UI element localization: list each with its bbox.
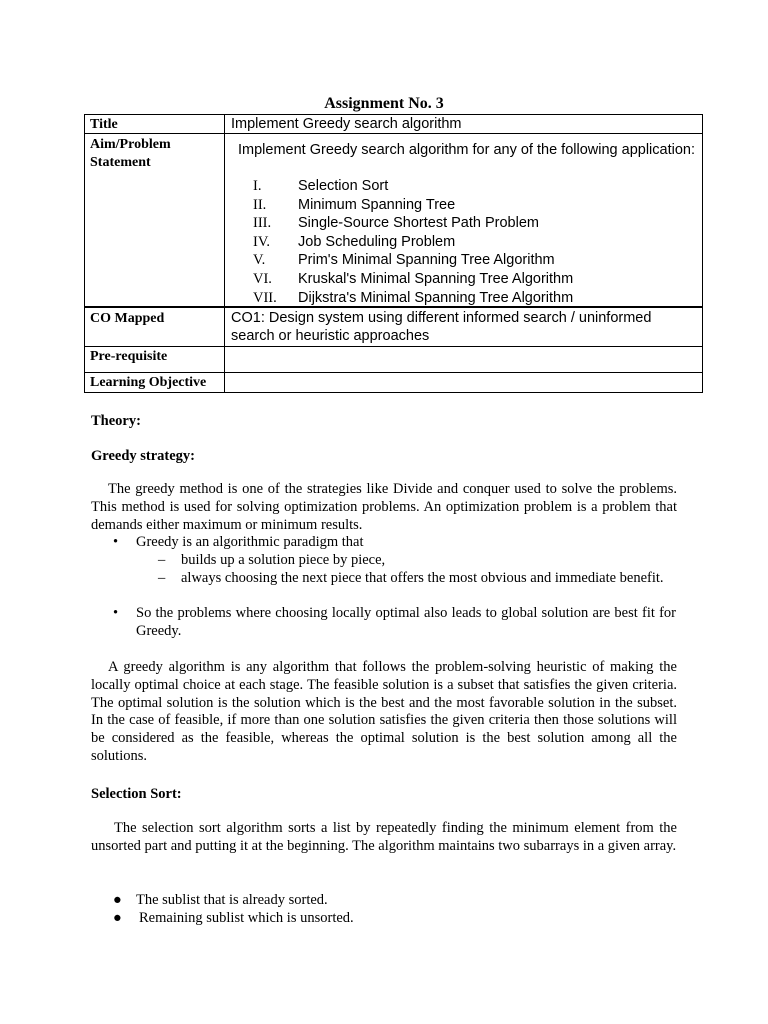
list-item: Remaining sublist which is unsorted. [139, 910, 354, 926]
list-item-number: IV. [253, 233, 271, 250]
list-item: Selection Sort [298, 178, 389, 194]
list-item-number: V. [253, 252, 266, 269]
table-label-co-mapped: CO Mapped [90, 311, 165, 326]
table-label-learning-objective: Learning Objective [90, 375, 207, 390]
bullet-icon: ● [113, 910, 122, 926]
list-item: So the problems where choosing locally optimal also leads to global solution are best fit for Greedy. [136, 605, 676, 639]
list-item-number: III. [253, 215, 272, 232]
list-item: Prim's Minimal Spanning Tree Algorithm [298, 252, 555, 269]
list-item: Single-Source Shortest Path Problem [298, 215, 539, 232]
table-label-aim-2: Statement [90, 155, 151, 170]
table-border-bottom [84, 392, 702, 393]
list-item: Minimum Spanning Tree [298, 196, 456, 213]
greedy-strategy-heading: Greedy strategy: [91, 448, 196, 464]
table-value-title: Implement Greedy search algorithm [231, 116, 462, 132]
dash-icon: – [158, 552, 166, 568]
dash-icon: – [158, 570, 166, 586]
list-item-number: VII. [253, 289, 277, 306]
theory-heading: Theory: [91, 413, 141, 429]
selection-sort-paragraph: The selection sort algorithm sorts a list by repeatedly finding the minimum element from the unsorted part and putting it at the beginning. The algorithm maintains two subarrays in a given array. [91, 820, 677, 854]
table-row-divider [84, 372, 702, 373]
table-row-divider [84, 133, 702, 134]
table-label-aim: Aim/Problem [90, 137, 171, 152]
table-label-prerequisite: Pre-requisite [90, 349, 168, 364]
list-item: The sublist that is already sorted. [136, 892, 328, 908]
list-item-number: II. [253, 196, 267, 213]
list-item: builds up a solution piece by piece, [181, 552, 386, 568]
list-item: always choosing the next piece that offers the most obvious and immediate benefit. [181, 570, 664, 586]
list-item: Greedy is an algorithmic paradigm that [136, 534, 364, 550]
table-value-co-mapped-2: search or heuristic approaches [231, 328, 430, 344]
bullet-icon: • [113, 605, 119, 621]
table-row-divider [84, 346, 702, 347]
table-border-left [84, 114, 85, 393]
list-item-number: VI. [253, 271, 272, 287]
list-item: Dijkstra's Minimal Spanning Tree Algorithm [298, 289, 574, 306]
greedy-paragraph: The greedy method is one of the strategies like Divide and conquer used to solve the problems. This method is used for solving optimization problems. An optimization problem is a problem that demands either maximum or minimum results. [91, 481, 677, 533]
aim-intro: Implement Greedy search algorithm for any of the following application: [238, 142, 695, 158]
list-item: Job Scheduling Problem [298, 233, 456, 250]
bullet-icon: ● [113, 892, 122, 908]
list-item-number: I. [253, 178, 262, 194]
table-label-title: Title [90, 117, 118, 132]
page-title: Assignment No. 3 [324, 95, 444, 112]
greedy-algorithm-paragraph: A greedy algorithm is any algorithm that follows the problem-solving heuristic of making the locally optimal choice at each stage. The feasible solution is a subset that satisfies the given criteria. The optimal solution is the solution which is the best and the most favorable solution in the subset. In the case of feasible, if more than one solution satisfies the given criteria then those solutions will be considered as the feasible, whereas the optimal solution is the best solution among all the solutions. [91, 659, 677, 764]
table-column-divider [224, 114, 225, 393]
table-value-co-mapped: CO1: Design system using different informed search / uninformed [231, 310, 652, 326]
bullet-icon: • [113, 534, 119, 550]
table-border-right [702, 114, 703, 393]
selection-sort-heading: Selection Sort: [91, 786, 182, 802]
list-item: Kruskal's Minimal Spanning Tree Algorithm [298, 271, 574, 287]
